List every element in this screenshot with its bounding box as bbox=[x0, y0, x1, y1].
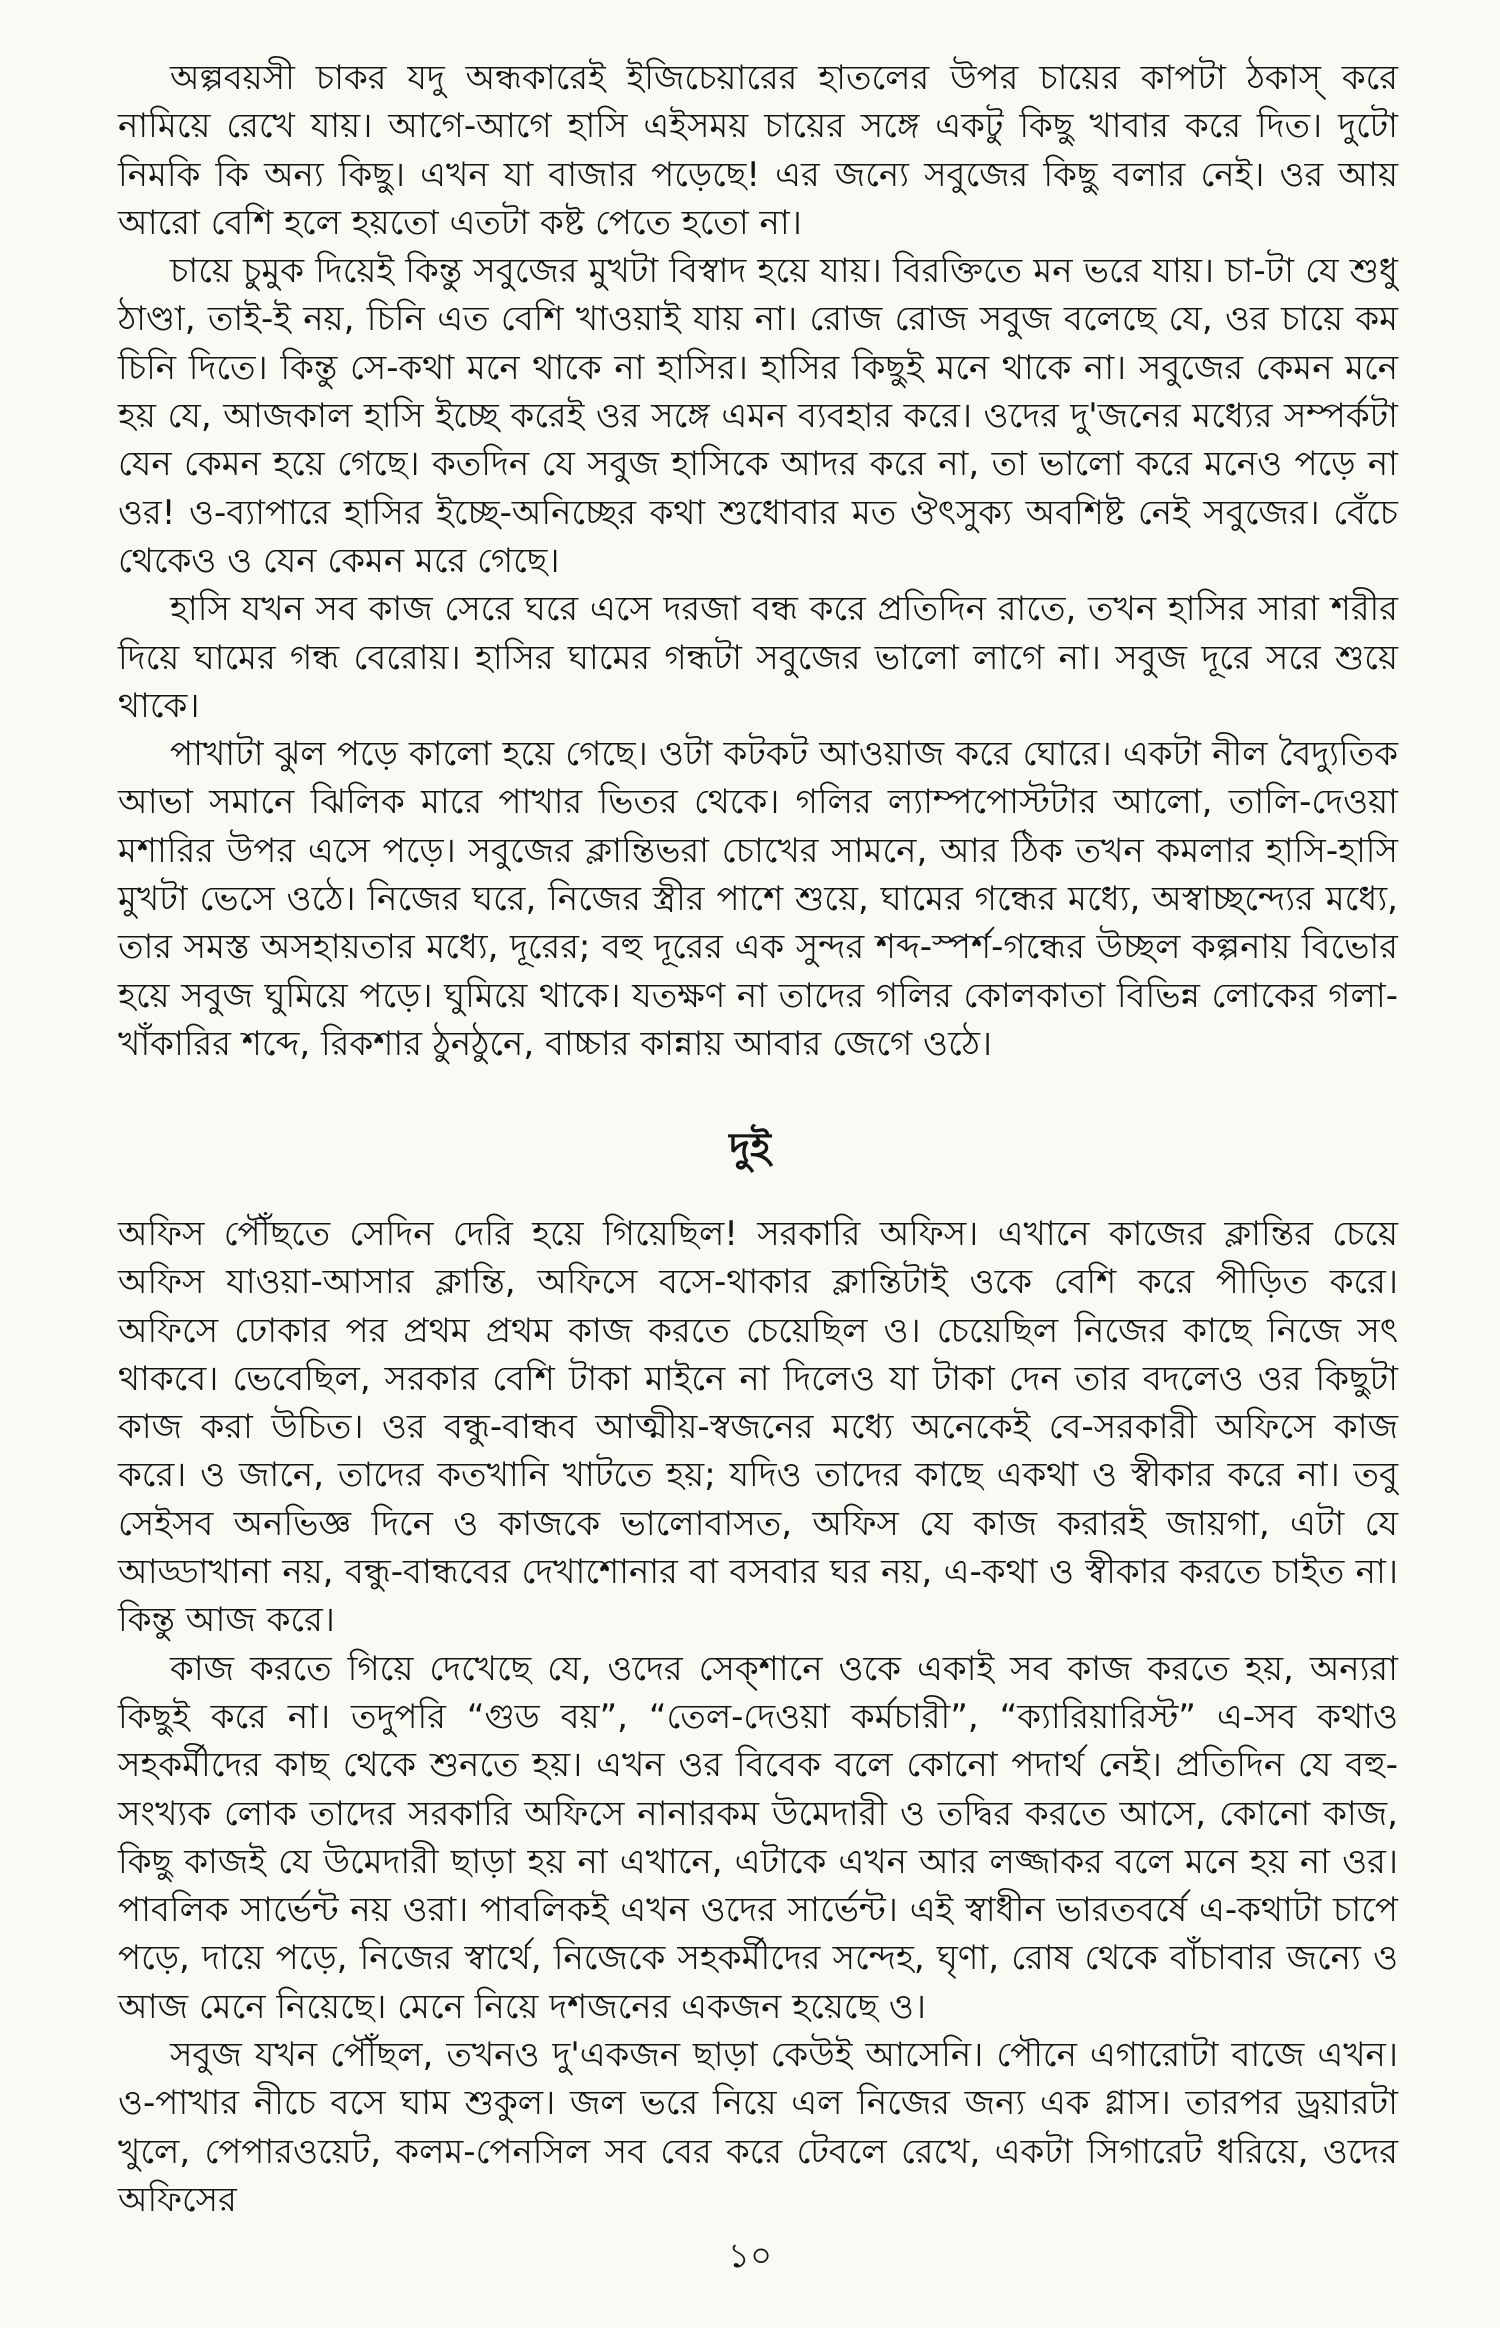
paragraph: অফিস পৌঁছতে সেদিন দেরি হয়ে গিয়েছিল! সরকারি অফিস। এখানে কাজের ক্লান্তির চেয়ে অফিস যাওয়া-আসার ক্লান্তি, অফিসে বসে-থাকার ক্লান্তিটাই ওকে বেশি করে পীড়িত করে। অফিসে ঢোকার পর প্রথম প্রথম কাজ করতে চেয়েছিল ও। চেয়েছিল নিজের কাছে নিজে সৎ থাকবে। ভেবেছিল, সরকার বেশি টাকা মাইনে না দিলেও যা টাকা দেন তার বদলেও ওর কিছুটা কাজ করা উচিত। ওর বন্ধু-বান্ধব আত্মীয়-স্বজনের মধ্যে অনেকেই বে-সরকারী অফিসে কাজ করে। ও জানে, তাদের কতখানি খাটতে হয়; যদিও তাদের কাছে একথা ও স্বীকার করে না। তবু সেইসব অনভিজ্ঞ দিনে ও কাজকে ভালোবাসত, অফিস যে কাজ করারই জায়গা, এটা যে আড্ডাখানা নয়, বন্ধু-বান্ধবের দেখাশোনার বা বসবার ঘর নয়, এ-কথা ও স্বীকার করতে চাইত না। কিন্তু আজ করে। bbox=[118, 1214, 1398, 1641]
section-two-text bbox=[118, 1210, 1398, 2224]
page-number: ১০ bbox=[727, 2236, 773, 2276]
paragraph: হাসি যখন সব কাজ সেরে ঘরে এসে দরজা বন্ধ করে প্রতিদিন রাতে, তখন হাসির সারা শরীর দিয়ে ঘামের গন্ধ বেরোয়। হাসির ঘামের গন্ধটা সবুজের ভালো লাগে না। সবুজ দূরে সরে শুয়ে থাকে। bbox=[118, 589, 1398, 726]
paragraph: সবুজ যখন পৌঁছল, তখনও দু'একজন ছাড়া কেউই আসেনি। পৌনে এগারোটা বাজে এখন। ও-পাখার নীচে বসে ঘাম শুকুল। জল ভরে নিয়ে এল নিজের জন্য এক গ্লাস। তারপর ড্রয়ারটা খুলে, পেপারওয়েট, কলম-পেনসিল সব বের করে টেবলে রেখে, একটা সিগারেট ধরিয়ে, ওদের অফিসের bbox=[118, 2035, 1398, 2220]
paragraph: চায়ে চুমুক দিয়েই কিন্তু সবুজের মুখটা বিস্বাদ হয়ে যায়। বিরক্তিতে মন ভরে যায়। চা-টা যে শুধু ঠাণ্ডা, তাই-ই নয়, চিনি এত বেশি খাওয়াই যায় না। রোজ রোজ সবুজ বলেছে যে, ওর চায়ে কম চিনি দিতে। কিন্তু সে-কথা মনে থাকে না হাসির। হাসির কিছুই মনে থাকে না। সবুজের কেমন মনে হয় যে, আজকাল হাসি ইচ্ছে করেই ওর সঙ্গে এমন ব্যবহার করে। ওদের দু'জনের মধ্যের সম্পর্কটা যেন কেমন হয়ে গেছে। কতদিন যে সবুজ হাসিকে আদর করে না, তা ভালো করে মনেও পড়ে না ওর! ও-ব্যাপারে হাসির ইচ্ছে-অনিচ্ছের কথা শুধোবার মত ঔৎসুক্য অবশিষ্ট নেই সবুজের। বেঁচে থেকেও ও যেন কেমন মরে গেছে। bbox=[118, 251, 1398, 581]
chapter-heading: দুই bbox=[729, 1125, 771, 1171]
paragraph: পাখাটা ঝুল পড়ে কালো হয়ে গেছে। ওটা কটকট আওয়াজ করে ঘোরে। একটা নীল বৈদ্যুতিক আভা সমানে ঝিলিক মারে পাখার ভিতর থেকে। গলির ল্যাম্পপোস্টটার আলো, তালি-দেওয়া মশারির উপর এসে পড়ে। সবুজের ক্লান্তিভরা চোখের সামনে, আর ঠিক তখন কমলার হাসি-হাসি মুখটা ভেসে ওঠে। নিজের ঘরে, নিজের স্ত্রীর পাশে শুয়ে, ঘামের গন্ধের মধ্যে, অস্বাচ্ছন্দ্যের মধ্যে, তার সমস্ত অসহায়তার মধ্যে, দূরের; বহু দূরের এক সুন্দর শব্দ-স্পর্শ-গন্ধের উচ্ছল কল্পনায় বিভোর হয়ে সবুজ ঘুমিয়ে পড়ে। ঘুমিয়ে থাকে। যতক্ষণ না তাদের গলির কোলকাতা বিভিন্ন লোকের গলা-খাঁকারির শব্দে, রিকশার ঠুনঠুনে, বাচ্চার কান্নায় আবার জেগে ওঠে। bbox=[118, 734, 1398, 1064]
paragraph: কাজ করতে গিয়ে দেখেছে যে, ওদের সেক্‌শানে ওকে একাই সব কাজ করতে হয়, অন্যরা কিছুই করে না। তদুপরি “গুড বয়”, “তেল-দেওয়া কর্মচারী”, “ক্যারিয়ারিস্ট” এ-সব কথাও সহকর্মীদের কাছ থেকে শুনতে হয়। এখন ওর বিবেক বলে কোনো পদার্থ নেই। প্রতিদিন যে বহু-সংখ্যক লোক তাদের সরকারি অফিসে নানারকম উমেদারী ও তদ্বির করতে আসে, কোনো কাজ, কিছু কাজই যে উমেদারী ছাড়া হয় না এখানে, এটাকে এখন আর লজ্জাকর বলে মনে হয় না ওর। পাবলিক সার্ভেন্ট নয় ওরা। পাবলিকই এখন ওদের সার্ভেন্ট। এই স্বাধীন ভারতবর্ষে এ-কথাটা চাপে পড়ে, দায়ে পড়ে, নিজের স্বার্থে, নিজেকে সহকর্মীদের সন্দেহ, ঘৃণা, রোষ থেকে বাঁচাবার জন্যে ও আজ মেনে নিয়েছে। মেনে নিয়ে দশজনের একজন হয়েছে ও। bbox=[118, 1648, 1398, 2027]
section-one-text bbox=[118, 54, 1398, 1068]
paragraph: অল্পবয়সী চাকর যদু অন্ধকারেই ইজিচেয়ারের হাতলের উপর চায়ের কাপটা ঠকাস্ করে নামিয়ে রেখে যায়। আগে-আগে হাসি এইসময় চায়ের সঙ্গে একটু কিছু খাবার করে দিত। দুটো নিমকি কি অন্য কিছু। এখন যা বাজার পড়েছে! এর জন্যে সবুজের কিছু বলার নেই। ওর আয় আরো বেশি হলে হয়তো এতটা কষ্ট পেতে হতো না। bbox=[118, 58, 1398, 243]
